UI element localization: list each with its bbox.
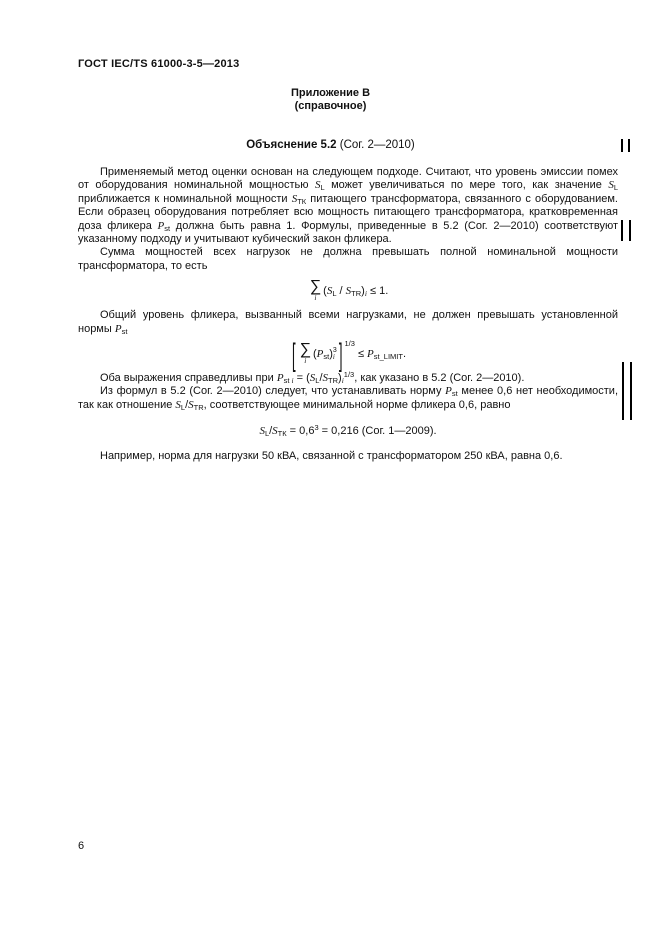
paragraph-1: Применяемый метод оценки основан на следующем подходе. Считают, что уровень эмиссии помех от оборудования номинальной мощностью $S_L$ может увеличиваться по мере того, как значение $S_L$ приближается к номинальной мощности $S_{ТК}$ питающего трансформатора, связанного с оборудованием. Если образец оборудования потребляет всю мощность питающего трансформатора, кратковременная доза фликера $P_{st}$ должна быть равна 1. Формулы, приведенные в 5.2 (Сог. 2—2010) соответствуют указанному подходу и учитывают кубический закон фликера.	[78, 166, 618, 246]
change-bar	[630, 362, 632, 420]
annex-subtitle: (справочное)	[294, 100, 367, 112]
paragraph-6: Например, норма для нагрузки 50 кВА, связанной с трансформатором 250 кВА, равна 0,6.	[100, 450, 563, 463]
annex-title: Приложение В	[290, 87, 371, 99]
paragraph-4: Оба выражения справедливы при $P_{st}$ $_i = (S_L/S_{TR})_i^{1/3}$, как указано в 5.2 (Сог. 2—2010).	[100, 370, 525, 386]
formula-ratio: $S_L/S_{ТК} = 0,6^3 = 0,216$ (Сог. 1—2009).	[259, 423, 437, 439]
paragraph-2: Сумма мощностей всех нагрузок не должна превышать полной номинальной мощности трансформатора, то есть	[78, 246, 618, 272]
document-header: ГОСТ IEC/TS 61000-3-5—2013	[78, 58, 240, 70]
annex-block	[0, 87, 661, 113]
change-bar	[622, 362, 624, 420]
page-number: 6	[78, 840, 85, 852]
section-heading	[0, 139, 661, 151]
section-heading-suffix: (Сог. 2—2010)	[336, 139, 415, 151]
paragraph-5: Из формул в 5.2 (Сог. 2—2010) следует, что устанавливать норму $P_{st}$ менее 0,6 нет необходимости, так как отношение $S_L/S_{TR}$, соответствующее минимальной норме фликера 0,6, равно	[78, 385, 619, 412]
body-text	[78, 166, 618, 464]
change-bar	[621, 220, 623, 241]
change-bar	[621, 139, 623, 152]
change-bar	[628, 139, 630, 152]
formula-flicker-limit: [ ∑ i $(P_{st})$ 3 i ] $^{1/3} \le P_{st\_LIMIT}$.	[291, 336, 407, 373]
paragraph-3: Общий уровень фликера, вызванный всеми нагрузками, не должен превышать установленной нормы $P_{st}$	[78, 309, 618, 336]
change-bar	[629, 220, 631, 241]
section-heading-number: Объяснение 5.2	[246, 139, 337, 151]
formula-sum-power: ∑ i $(S_L / S_{TR})_i \le 1$.	[309, 278, 389, 303]
